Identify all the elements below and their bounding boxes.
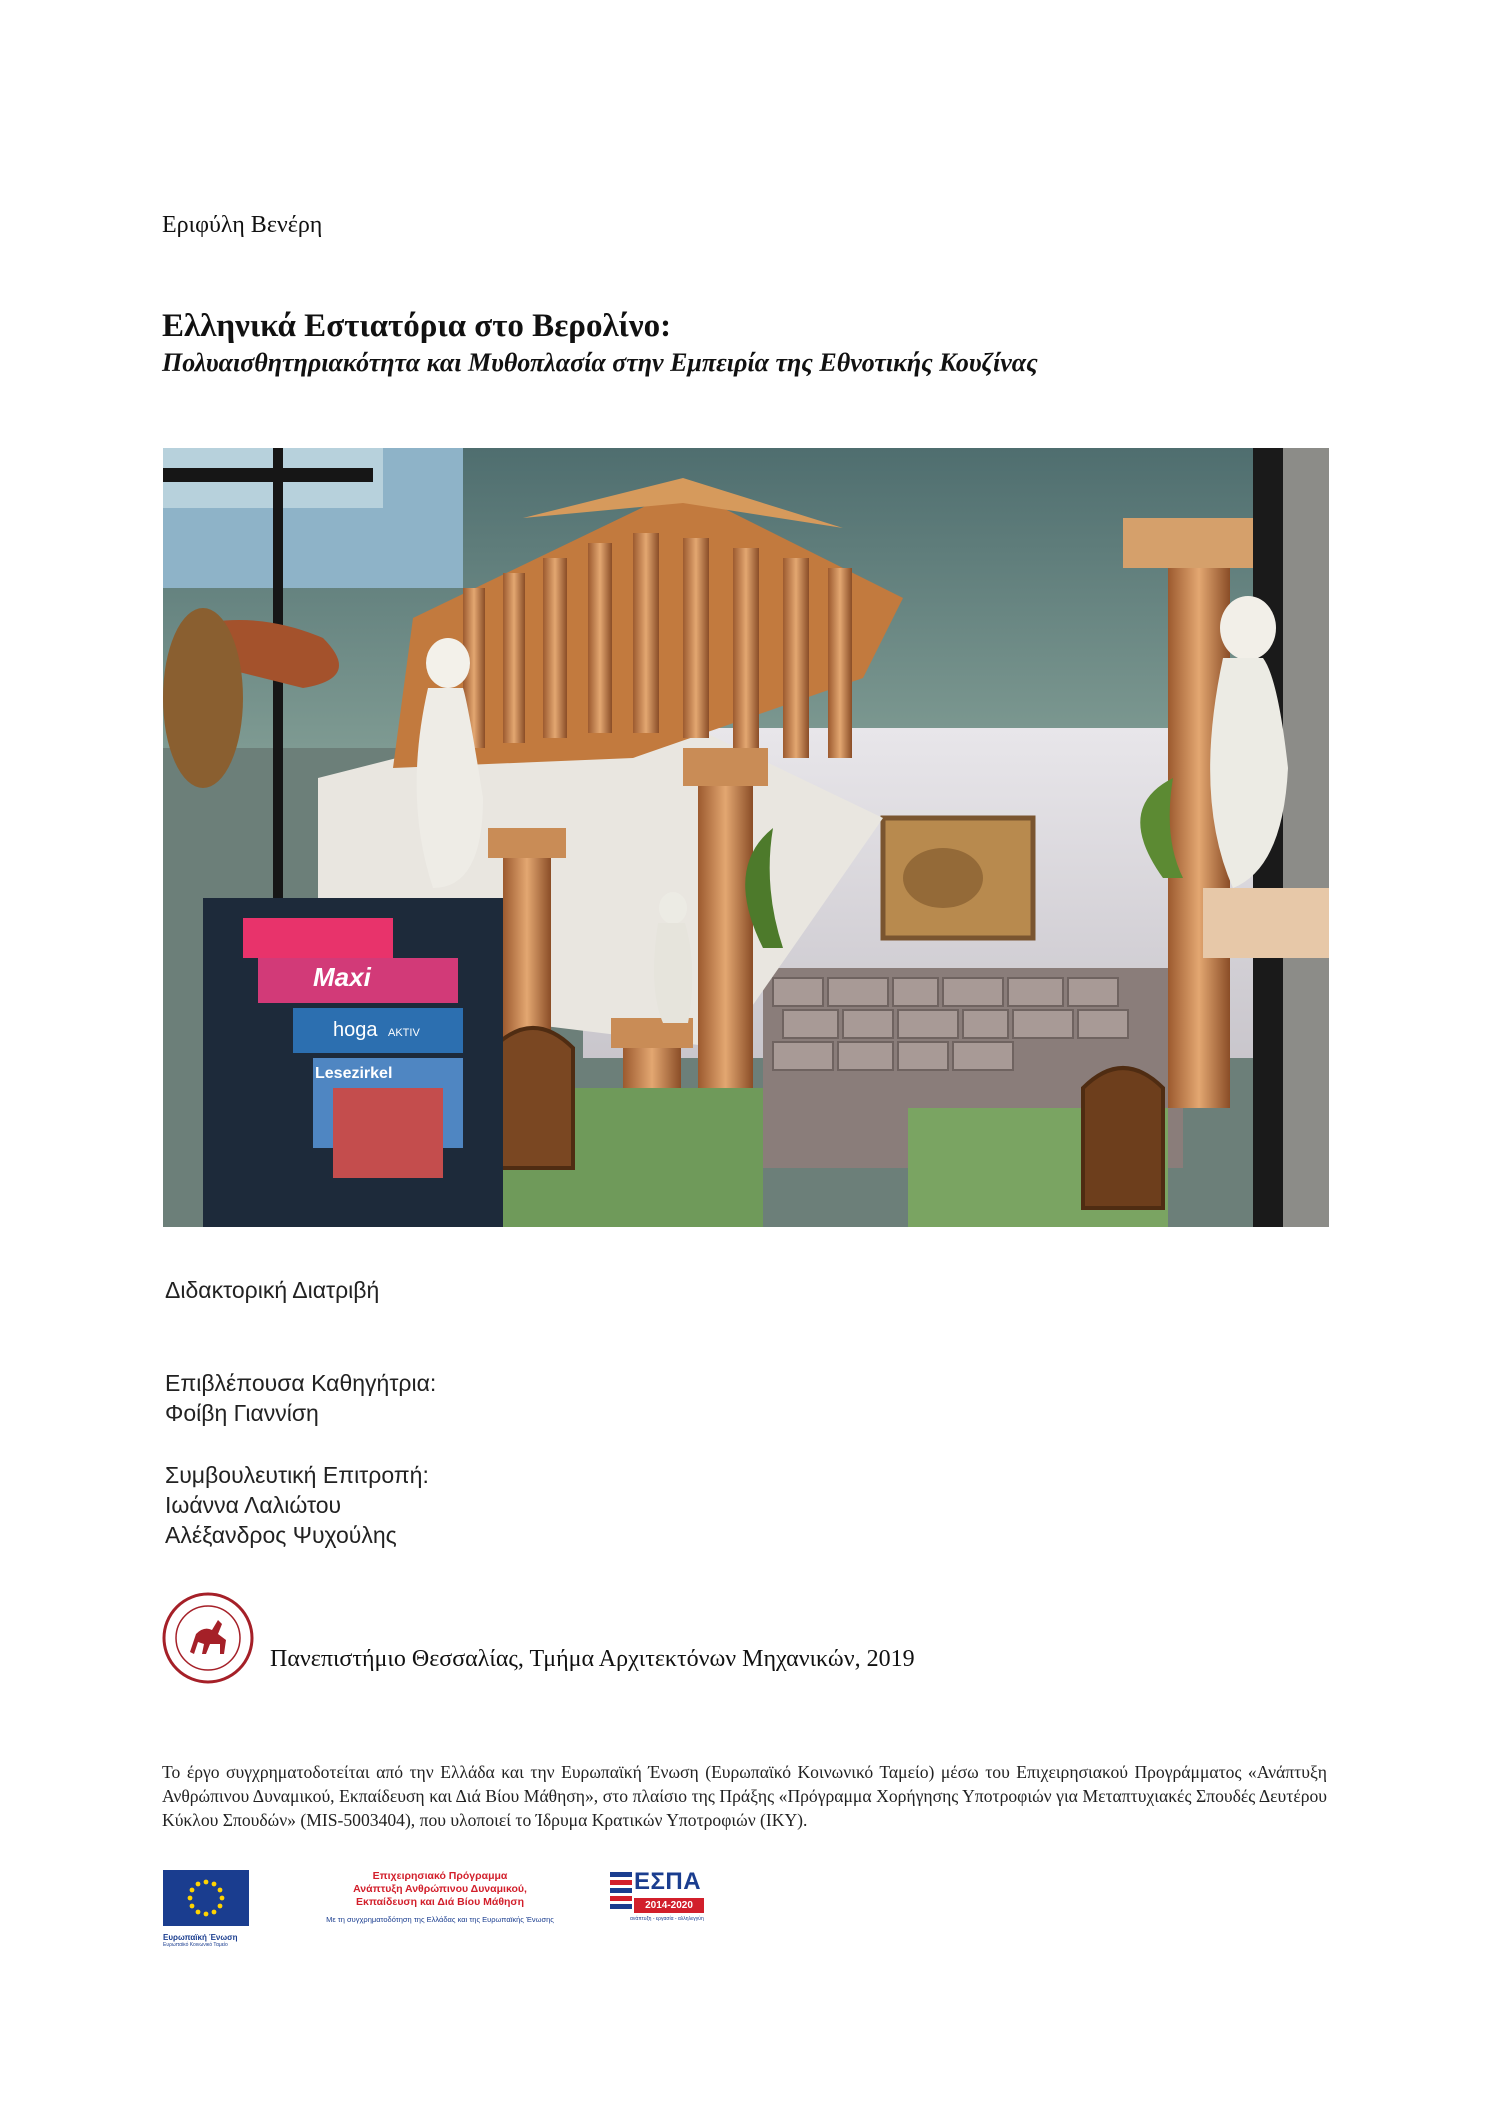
- op-line1: Επιχειρησιακό Πρόγραμμα: [372, 1870, 508, 1882]
- magazine-lesezirkel-label: Lesezirkel: [315, 1065, 393, 1082]
- funding-statement: Το έργο συγχρηματοδοτείται από την Ελλάδα και την Ευρωπαϊκή Ένωση (Ευρωπαϊκό Κοινωνικό Ταμείο) μέσω του Επιχειρησιακού Προγράμματος «Ανάπτυξη Ανθρώπινου Δυναμικού, Εκπαίδευση και Διά Βίου Μάθηση», στο πλαίσιο της Πράξης «Πρόγραμμα Χορήγησης Υποτροφιών για Μεταπτυχιακές Σπουδές Δευτέρου Κύκλου Σπουδών» (MIS-5003404), που υλοποιεί το Ίδρυμα Κρατικών Υποτροφιών (ΙΚΥ).: [162, 1762, 1327, 1830]
- espa-years: 2014-2020: [634, 1898, 704, 1913]
- op-line4: Με τη συγχρηματοδότηση της Ελλάδας και της Ευρωπαϊκής Ένωσης: [326, 1915, 554, 1924]
- eu-subcaption: Ευρωπαϊκό Κοινωνικό Ταμείο: [163, 1942, 228, 1948]
- magazine-hoga-label: hoga: [333, 1019, 378, 1041]
- university-seal-logo: [160, 1590, 256, 1686]
- committee-label: Συμβουλευτική Επιτροπή:: [165, 1462, 429, 1488]
- thesis-subtitle: Πολυαισθητηριακότητα και Μυθοπλασία στην Εμπειρία της Εθνοτικής Κουζίνας: [162, 348, 1038, 377]
- author-name: Εριφύλη Βενέρη: [162, 212, 323, 238]
- espa-stripes-icon: [610, 1872, 632, 1910]
- magazine-aktiv-label: AKTIV: [388, 1027, 420, 1039]
- committee-member: Ιωάννα Λαλιώτου: [165, 1492, 342, 1518]
- supervisor-name: Φοίβη Γιαννίση: [165, 1400, 319, 1426]
- eu-caption: Ευρωπαϊκή Ένωση: [163, 1933, 238, 1942]
- espa-logo: [608, 1868, 708, 1928]
- espa-tagline: ανάπτυξη - εργασία - αλληλεγγύη: [630, 1916, 704, 1922]
- eu-flag-logo: [163, 1870, 249, 1948]
- espa-word: ΕΣΠΑ: [634, 1868, 702, 1895]
- document-type: Διδακτορική Διατριβή: [165, 1277, 380, 1303]
- op-line3: Εκπαίδευση και Διά Βίου Μάθηση: [355, 1896, 525, 1908]
- thesis-title: Ελληνικά Εστιατόρια στο Βερολίνο:: [162, 308, 672, 344]
- operational-programme-logo: [305, 1870, 575, 1924]
- supervisor-label: Επιβλέπουσα Καθηγήτρια:: [165, 1370, 437, 1396]
- committee-member: Αλέξανδρος Ψυχούλης: [165, 1522, 397, 1548]
- institution-line: Πανεπιστήμιο Θεσσαλίας, Τμήμα Αρχιτεκτόνων Μηχανικών, 2019: [270, 1646, 915, 1672]
- magazine-maxi-label: Maxi: [313, 962, 371, 992]
- op-line2: Ανάπτυξη Ανθρώπινου Δυναμικού,: [353, 1883, 527, 1895]
- restaurant-interior-photo: [163, 448, 1329, 1227]
